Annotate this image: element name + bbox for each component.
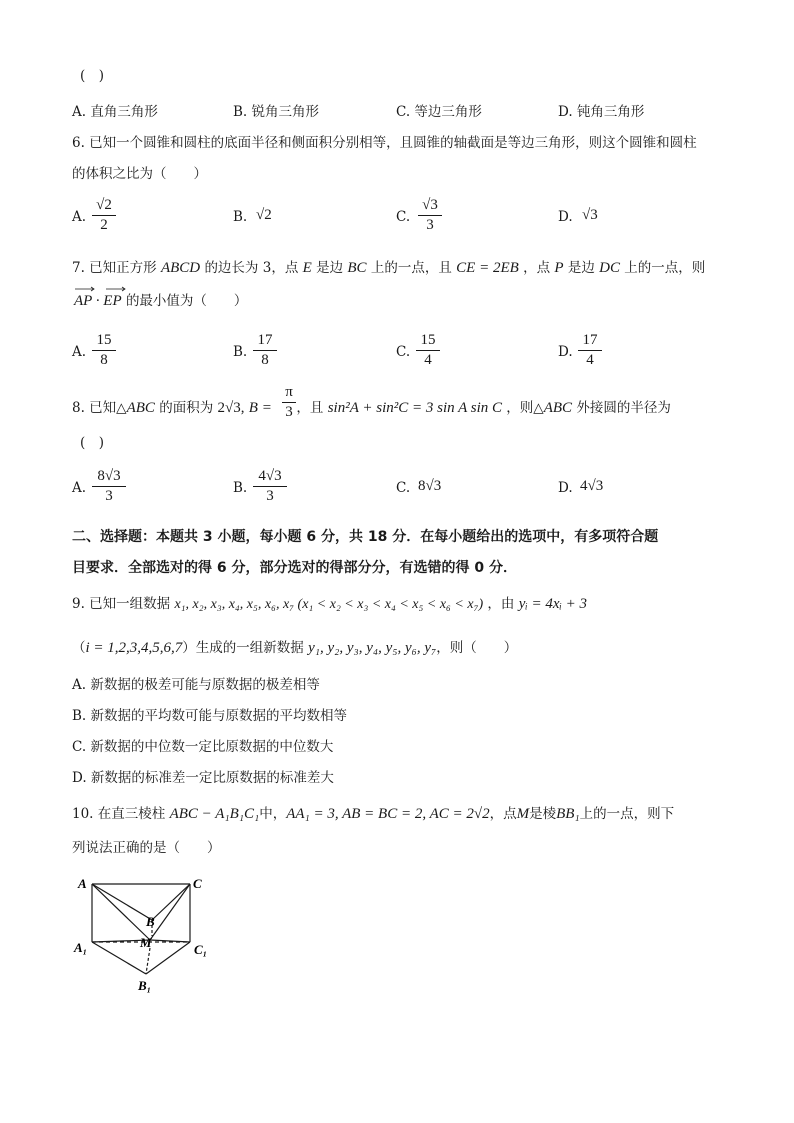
q7-b-num: 17	[257, 332, 273, 348]
q7-mid5: 是边	[567, 260, 595, 276]
q6-stem-line1: 6. 已知一个圆锥和圆柱的底面半径和侧面积分别相等，且圆锥的轴截面是等边三角形，则这个圆锥和圆柱	[72, 135, 697, 151]
q8-mid3: ，则△	[506, 400, 544, 416]
q7-option-b-label: B.	[233, 344, 248, 360]
q8-option-d-label: D.	[558, 480, 573, 496]
q8-option-d-value: 4√3	[580, 478, 604, 494]
q8-mid2: ，且	[296, 400, 324, 416]
q5-option-a: A. 直角三角形	[72, 104, 158, 120]
q6-option-b-label: B.	[233, 209, 248, 225]
q8-mid1: 的面积为	[159, 400, 214, 416]
q10-mid3: 是棱	[529, 806, 557, 822]
q8-pi-over-3	[282, 384, 296, 421]
q7-vector-expr: AP · EP	[74, 293, 122, 309]
q7-d-den: 4	[586, 352, 594, 368]
q7-pre: 7. 已知正方形	[72, 260, 157, 276]
q7-side-bc: BC	[347, 260, 367, 276]
q7-c-den: 4	[424, 352, 432, 368]
q6-option-c-label: C.	[396, 209, 411, 225]
q5-option-d: D. 钝角三角形	[558, 104, 645, 120]
q9-option-c: C. 新数据的中位数一定比原数据的中位数大	[72, 739, 334, 755]
q10-stem-line2: 列说法正确的是（ ）	[72, 840, 221, 856]
q7-a-den: 8	[100, 352, 108, 368]
q7-option-c-label: C.	[396, 344, 411, 360]
q8-abc2: ABC	[543, 400, 573, 416]
q7-option-a-label: A.	[72, 344, 87, 360]
q10-mid2: ，点	[489, 806, 517, 822]
q6-option-c-fraction	[418, 197, 442, 234]
q6-a-denominator: 2	[100, 217, 108, 233]
q6-stem-line2: 的体积之比为（ ）	[72, 166, 207, 182]
q8-option-b-label: B.	[233, 480, 248, 496]
q8-pi-num: π	[285, 384, 293, 400]
q9-line2-mid: ）生成的一组新数据	[182, 640, 304, 656]
q10-edge-bb1: BB₁	[556, 806, 580, 822]
fig-label-a: A	[78, 876, 87, 891]
fig-label-c: C	[193, 876, 202, 891]
q9-rule: yᵢ = 4xᵢ + 3	[518, 596, 588, 612]
q7-option-c-fraction	[416, 332, 440, 369]
q6-option-d-label: D.	[558, 209, 573, 225]
q7-end: 上的一点，则	[624, 260, 706, 276]
q10-pre: 10. 在直三棱柱	[72, 806, 166, 822]
q9-option-b: B. 新数据的平均数可能与原数据的平均数相等	[72, 708, 348, 724]
q7-b-den: 8	[261, 352, 269, 368]
q8-option-c-label: C.	[396, 480, 411, 496]
q8-area: 2√3,	[217, 400, 245, 416]
q10-stem-line1	[72, 802, 674, 823]
q6-option-a-fraction	[92, 197, 116, 234]
q7-a-num: 15	[96, 332, 112, 348]
q10-prism-figure	[70, 870, 220, 1000]
fig-label-b: B	[146, 914, 155, 929]
q9-mid: ，由	[487, 596, 515, 612]
q9-pre: 9. 已知一组数据	[72, 596, 171, 612]
q9-data: x₁, x₂, x₃, x₄, x₅, x₆, x₇ (x₁ < x₂ < x₃ < x₄ < x₅ < x₆ < x₇)	[174, 597, 484, 612]
q10-prism: ABC − A₁B₁C₁	[169, 806, 260, 822]
fig-label-a1: A₁	[74, 940, 88, 955]
q6-a-numerator: √2	[96, 197, 112, 213]
q7-d-num: 17	[582, 332, 598, 348]
q6-c-denominator: 3	[426, 217, 434, 233]
q8-option-a-label: A.	[72, 480, 87, 496]
q8-option-c-value: 8√3	[418, 478, 442, 494]
section2-heading-line1: 二、选择题：本题共 3 小题，每小题 6 分，共 18 分．在每小题给出的选项中，有多项符合题	[72, 529, 659, 545]
q9-index: i = 1,2,3,4,5,6,7	[85, 640, 183, 656]
q7-side-dc: DC	[599, 260, 620, 276]
q8-b-eq: B =	[248, 400, 272, 416]
q7-option-d-label: D.	[558, 344, 573, 360]
q8-equation: sin²A + sin²C = 3 sin A sin C	[327, 400, 502, 416]
q10-conditions: AA₁ = 3, AB = BC = 2, AC = 2√2	[286, 806, 490, 822]
q8-option-a-fraction	[92, 468, 126, 505]
q5-answer-paren: ( )	[80, 68, 105, 84]
q6-option-b-value: √2	[256, 207, 272, 223]
q7-option-a-fraction	[92, 332, 116, 369]
fig-label-b1: B₁	[138, 978, 152, 993]
q7-square: ABCD	[160, 260, 201, 276]
q8-b-den: 3	[266, 488, 274, 504]
q8-a-num: 8√3	[97, 468, 121, 484]
q7-ce-eq: CE = 2EB	[456, 260, 519, 276]
q8-end: 外接圆的半径为	[576, 400, 671, 416]
q7-point-p: P	[554, 260, 564, 276]
q7-c-num: 15	[420, 332, 436, 348]
q8-pi-den: 3	[285, 404, 293, 420]
q10-mid1: 中，	[259, 806, 287, 822]
q9-option-d: D. 新数据的标准差一定比原数据的标准差大	[72, 770, 334, 786]
q6-option-d-value: √3	[582, 207, 598, 223]
q5-option-b: B. 锐角三角形	[233, 104, 320, 120]
q7-vector-arrows	[74, 285, 134, 293]
q8-abc: ABC	[126, 400, 155, 416]
section2-heading-line2: 目要求．全部选对的得 6 分，部分选对的得部分分，有选错的得 0 分．	[72, 560, 517, 576]
q8-answer-paren: ( )	[80, 435, 105, 451]
q9-new-data: y₁, y₂, y₃, y₄, y₅, y₆, y₇	[308, 640, 437, 656]
q8-stem-line1	[72, 396, 671, 417]
q8-b-num: 4√3	[258, 468, 282, 484]
q7-line2-text: 的最小值为（ ）	[125, 293, 248, 309]
q9-line2-end: ，则（ ）	[436, 640, 518, 656]
fig-label-c1: C₁	[194, 942, 208, 957]
q9-stem-line1	[72, 592, 587, 613]
q9-stem-line2	[72, 636, 517, 657]
q8-pre: 8. 已知△	[72, 400, 127, 416]
q7-mid2: 是边	[316, 260, 344, 276]
q9-option-a: A. 新数据的极差可能与原数据的极差相等	[72, 677, 320, 693]
q8-option-b-fraction	[253, 468, 287, 505]
q7-mid: 的边长为 3，点	[204, 260, 299, 276]
q6-c-numerator: √3	[422, 197, 438, 213]
q7-option-b-fraction	[253, 332, 277, 369]
q10-end: 上的一点，则下	[579, 806, 675, 822]
q7-option-d-fraction	[578, 332, 602, 369]
q7-point-e: E	[302, 260, 312, 276]
q6-option-a-label: A.	[72, 209, 87, 225]
q10-point-m: M	[516, 806, 530, 822]
fig-label-m: M	[140, 935, 152, 950]
q8-a-den: 3	[105, 488, 113, 504]
q9-line2-pre: （	[72, 640, 86, 656]
q5-option-c: C. 等边三角形	[396, 104, 482, 120]
q7-mid3: 上的一点，且	[370, 260, 452, 276]
q7-mid4: ，点	[523, 260, 551, 276]
q7-stem-line1	[72, 256, 705, 277]
